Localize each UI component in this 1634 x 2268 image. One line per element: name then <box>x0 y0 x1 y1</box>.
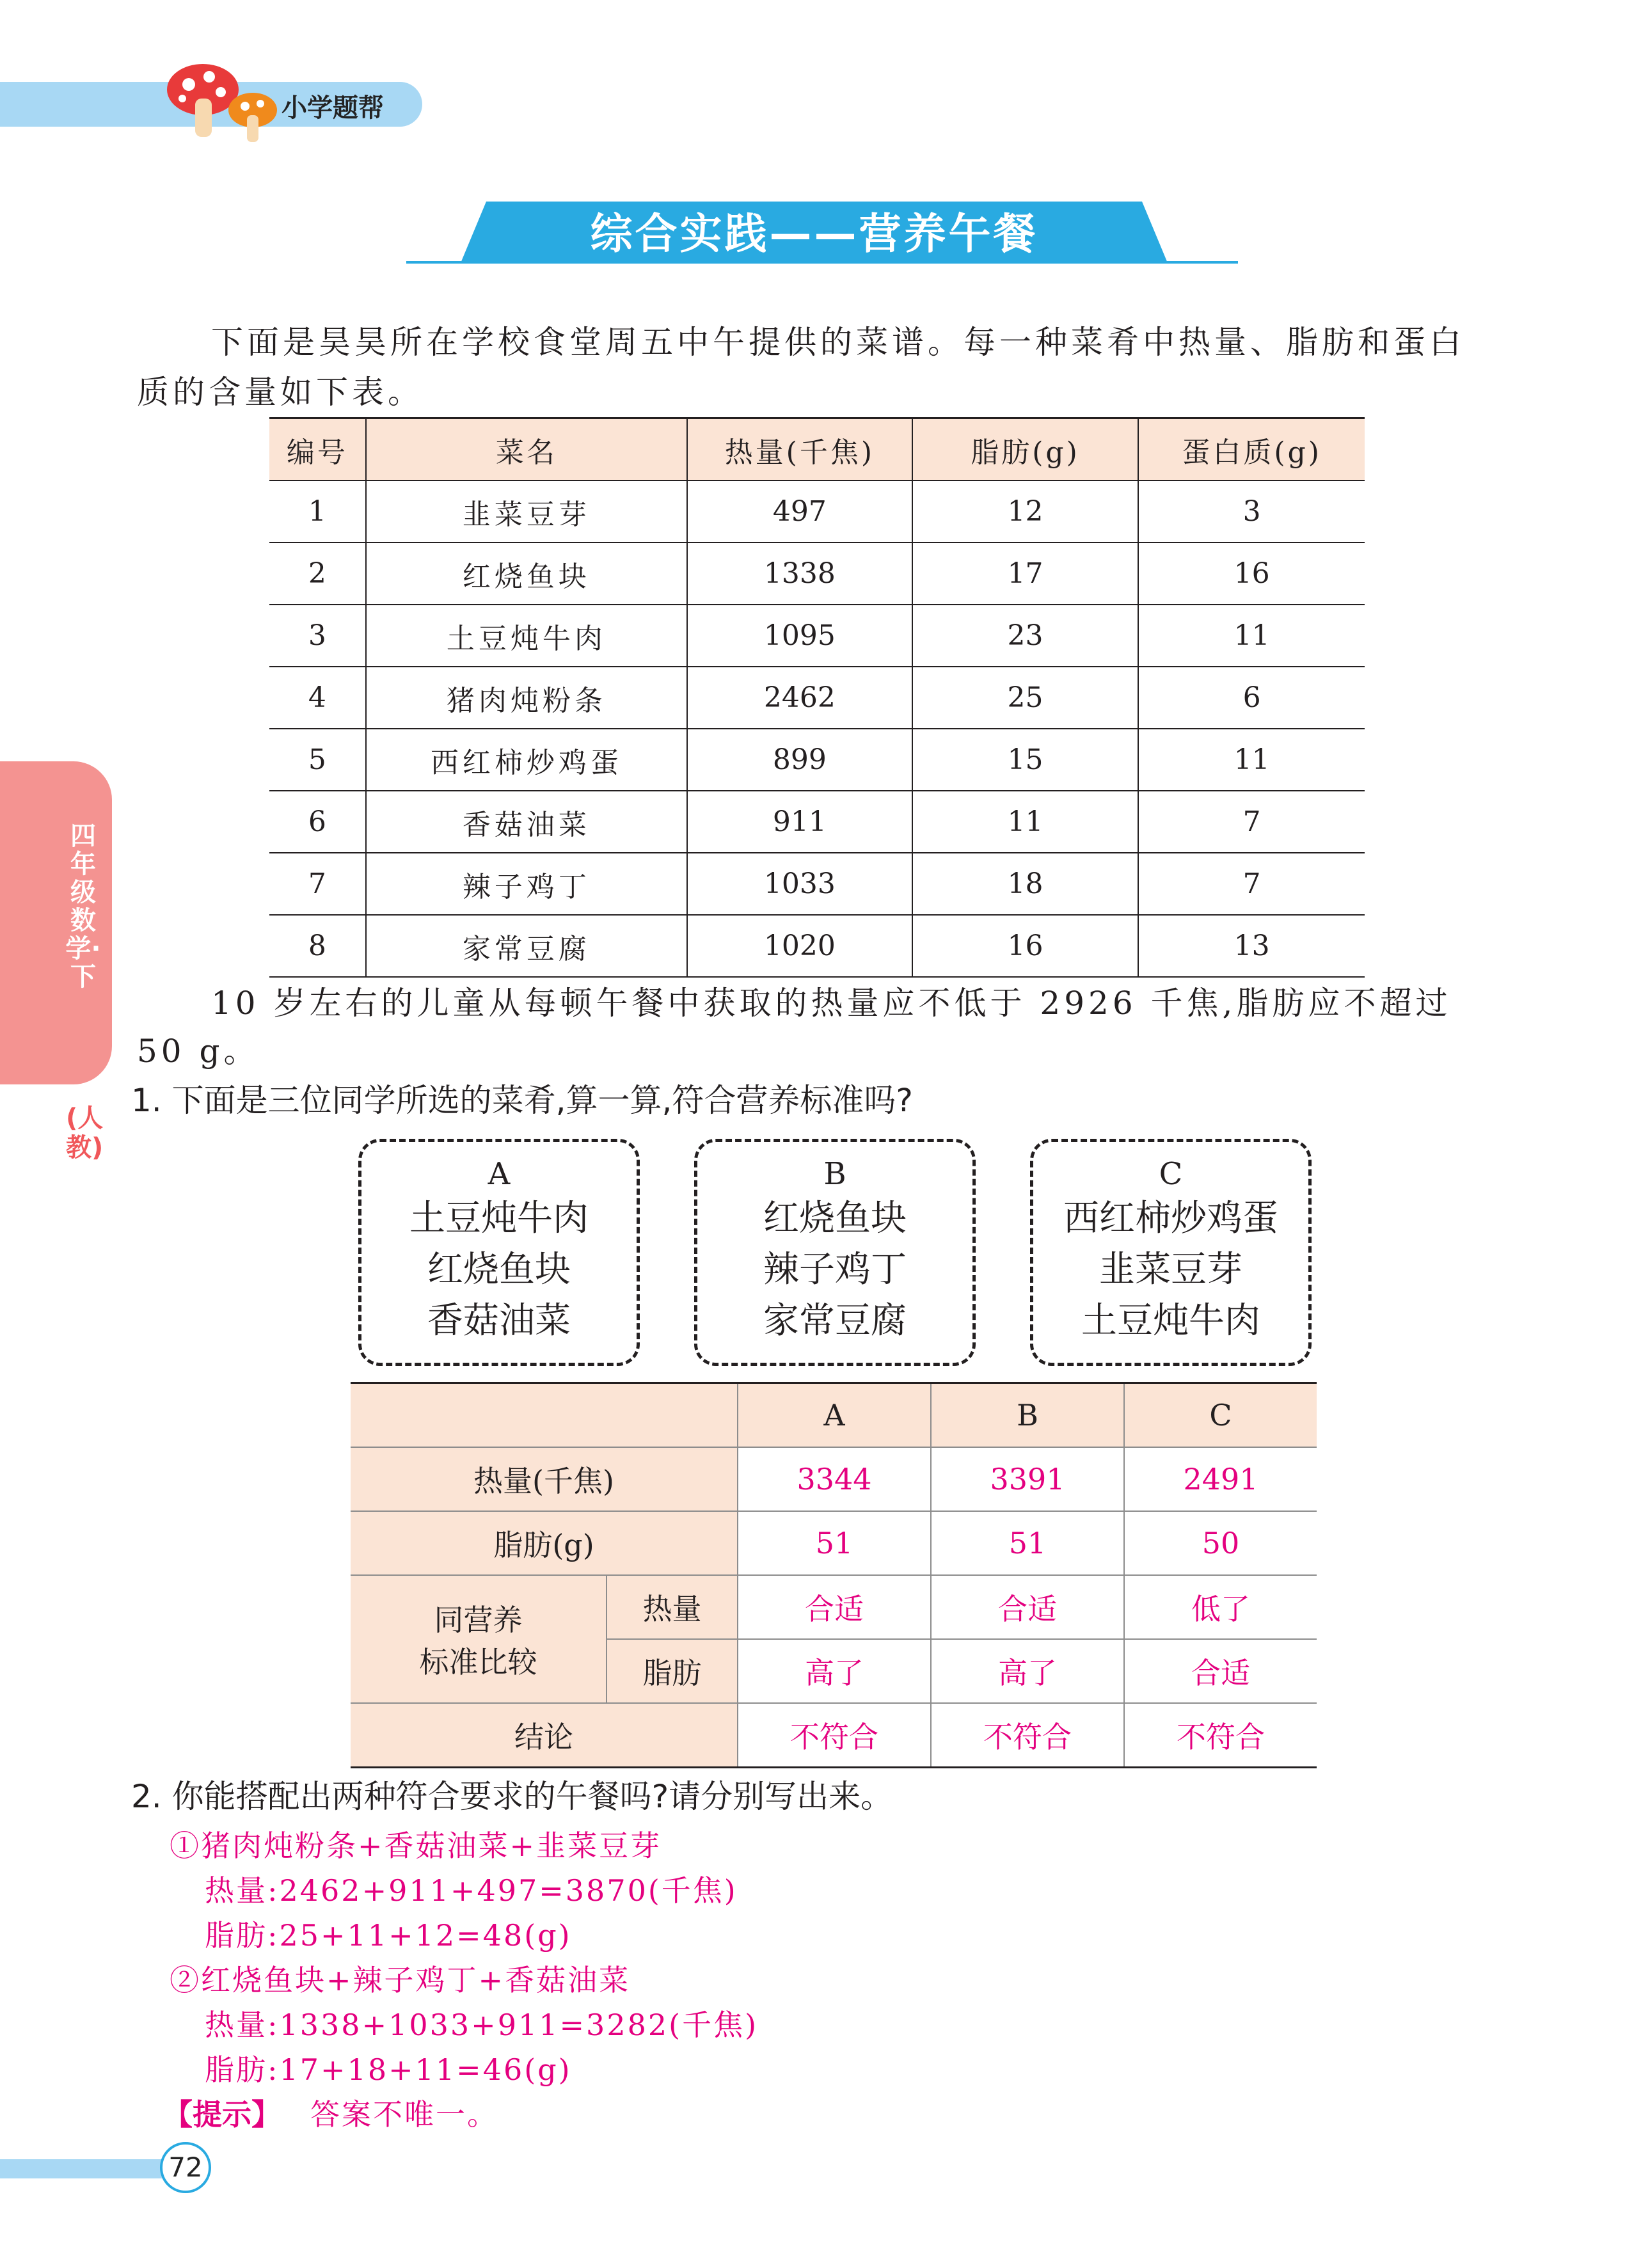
card-dish: 韭菜豆芽 <box>1099 1249 1242 1290</box>
cell-protein: 3 <box>1138 480 1365 543</box>
col-header-b: B <box>931 1383 1124 1448</box>
cell-heat: 911 <box>687 791 912 853</box>
cell-fat: 16 <box>912 915 1139 977</box>
cell-protein: 11 <box>1138 729 1365 791</box>
compare-fat-label: 脂肪 <box>607 1639 738 1703</box>
cell-dish: 西红柿炒鸡蛋 <box>366 729 687 791</box>
table-row <box>269 729 1365 791</box>
menu-table-header <box>269 418 1365 481</box>
cell-heat: 1095 <box>687 605 912 667</box>
compare-heat-label: 热量 <box>607 1575 738 1639</box>
conclusion-row <box>351 1703 1317 1768</box>
cell-dish: 辣子鸡丁 <box>366 853 687 915</box>
cell-protein: 13 <box>1138 915 1365 977</box>
col-header-a: A <box>738 1383 931 1448</box>
card-label: B <box>823 1156 846 1192</box>
compare-heat-a: 合适 <box>738 1575 931 1639</box>
card-dish: 香菇油菜 <box>427 1300 571 1342</box>
col-header-dish: 菜名 <box>366 418 687 481</box>
cell-protein: 7 <box>1138 853 1365 915</box>
table-row <box>269 853 1365 915</box>
cell-id: 7 <box>269 853 366 915</box>
card-label: C <box>1159 1156 1183 1192</box>
cell-protein: 16 <box>1138 543 1365 605</box>
cell-id: 8 <box>269 915 366 977</box>
col-header-heat: 热量(千焦) <box>687 418 912 481</box>
card-dish: 土豆炖牛肉 <box>409 1198 589 1239</box>
compare-label <box>351 1575 607 1703</box>
cell-dish: 红烧鱼块 <box>366 543 687 605</box>
page-number: 72 <box>160 2142 211 2193</box>
cell-heat: 1020 <box>687 915 912 977</box>
cell-id: 3 <box>269 605 366 667</box>
page-number-strip <box>0 2159 186 2178</box>
hint-label: 【提示】 <box>163 2097 281 2132</box>
table-row <box>269 605 1365 667</box>
result-table <box>351 1382 1317 1768</box>
edition-label: (人教) <box>66 1104 104 1162</box>
cell-heat: 1338 <box>687 543 912 605</box>
card-dish: 辣子鸡丁 <box>763 1249 907 1290</box>
cell-fat: 25 <box>912 667 1139 729</box>
table-row <box>269 791 1365 853</box>
conclusion-label: 结论 <box>351 1703 738 1768</box>
heat-value-b: 3391 <box>931 1447 1124 1511</box>
question-1: 1. 下面是三位同学所选的菜肴,算一算,符合营养标准吗? <box>131 1082 913 1119</box>
cell-fat: 17 <box>912 543 1139 605</box>
compare-heat-c: 低了 <box>1124 1575 1317 1639</box>
card-dish: 土豆炖牛肉 <box>1081 1300 1260 1342</box>
answer-line: 脂肪:25+11+12=48(g) <box>205 1918 572 1953</box>
cell-fat: 15 <box>912 729 1139 791</box>
heat-value-c: 2491 <box>1124 1447 1317 1511</box>
heat-value-a: 3344 <box>738 1447 931 1511</box>
cell-fat: 23 <box>912 605 1139 667</box>
fat-label: 脂肪(g) <box>351 1511 738 1575</box>
intro-line-1: 下面是昊昊所在学校食堂周五中午提供的菜谱。每一种菜肴中热量、脂肪和蛋白 <box>211 324 1465 361</box>
cell-id: 5 <box>269 729 366 791</box>
answer-line: 热量:1338+1033+911=3282(千焦) <box>205 2008 759 2042</box>
cell-fat: 12 <box>912 480 1139 543</box>
question-2: 2. 你能搭配出两种符合要求的午餐吗?请分别写出来。 <box>131 1778 893 1815</box>
col-header-fat: 脂肪(g) <box>912 418 1139 481</box>
col-header-id: 编号 <box>269 418 366 481</box>
page-title: 综合实践——营养午餐 <box>590 209 1038 258</box>
col-header-protein: 蛋白质(g) <box>1138 418 1365 481</box>
cell-id: 6 <box>269 791 366 853</box>
fat-value-a: 51 <box>738 1511 931 1575</box>
card-dish: 西红柿炒鸡蛋 <box>1063 1198 1278 1239</box>
table-row <box>269 480 1365 543</box>
cell-heat: 497 <box>687 480 912 543</box>
compare-fat-a: 高了 <box>738 1639 931 1703</box>
cell-id: 4 <box>269 667 366 729</box>
card-dish: 红烧鱼块 <box>763 1198 907 1239</box>
compare-heat-row <box>351 1575 1317 1639</box>
intro-line-2: 质的含量如下表。 <box>137 374 424 411</box>
compare-fat-c: 合适 <box>1124 1639 1317 1703</box>
cell-dish: 土豆炖牛肉 <box>366 605 687 667</box>
conclusion-a: 不符合 <box>738 1703 931 1768</box>
cell-heat: 899 <box>687 729 912 791</box>
cell-id: 1 <box>269 480 366 543</box>
table-row <box>269 667 1365 729</box>
cell-protein: 7 <box>1138 791 1365 853</box>
compare-fat-b: 高了 <box>931 1639 1124 1703</box>
heat-label: 热量(千焦) <box>351 1447 738 1511</box>
cell-dish: 猪肉炖粉条 <box>366 667 687 729</box>
answer-line: ②红烧鱼块+辣子鸡丁+香菇油菜 <box>170 1963 631 1997</box>
fat-row <box>351 1511 1317 1575</box>
grade-label: 四年级数学·下 <box>65 821 101 992</box>
standard-line-2: 50 g。 <box>137 1033 260 1070</box>
cell-id: 2 <box>269 543 366 605</box>
cell-heat: 2462 <box>687 667 912 729</box>
cell-heat: 1033 <box>687 853 912 915</box>
fat-value-b: 51 <box>931 1511 1124 1575</box>
card-dish: 红烧鱼块 <box>427 1249 571 1290</box>
cell-fat: 18 <box>912 853 1139 915</box>
conclusion-c: 不符合 <box>1124 1703 1317 1768</box>
choice-card-b <box>694 1139 976 1366</box>
cell-protein: 11 <box>1138 605 1365 667</box>
cell-protein: 6 <box>1138 667 1365 729</box>
table-row <box>269 915 1365 977</box>
col-header-c: C <box>1124 1383 1317 1448</box>
compare-label-line-1: 同营养 <box>434 1603 523 1637</box>
choice-card-c <box>1030 1139 1312 1366</box>
heat-row <box>351 1447 1317 1511</box>
cell-fat: 11 <box>912 791 1139 853</box>
hint-text: 答案不唯一。 <box>310 2097 498 2132</box>
card-dish: 家常豆腐 <box>763 1300 907 1342</box>
corner-cell <box>351 1383 738 1448</box>
series-name: 小学题帮 <box>282 93 384 123</box>
answer-line: 脂肪:17+18+11=46(g) <box>205 2052 572 2087</box>
table-row <box>269 543 1365 605</box>
compare-label-line-2: 标准比较 <box>419 1645 537 1679</box>
mushroom-logo-icon <box>163 59 285 148</box>
standard-line-1: 10 岁左右的儿童从每顿午餐中获取的热量应不低于 2926 千焦,脂肪应不超过 <box>211 985 1452 1022</box>
card-label: A <box>488 1156 511 1192</box>
fat-value-c: 50 <box>1124 1511 1317 1575</box>
cell-dish: 香菇油菜 <box>366 791 687 853</box>
conclusion-b: 不符合 <box>931 1703 1124 1768</box>
cell-dish: 家常豆腐 <box>366 915 687 977</box>
cell-dish: 韭菜豆芽 <box>366 480 687 543</box>
compare-heat-b: 合适 <box>931 1575 1124 1639</box>
result-header-row <box>351 1383 1317 1448</box>
menu-table <box>269 417 1365 978</box>
choice-card-a <box>358 1139 640 1366</box>
answer-line: 热量:2462+911+497=3870(千焦) <box>205 1873 738 1908</box>
answer-line: ①猪肉炖粉条+香菇油菜+韭菜豆芽 <box>170 1828 662 1863</box>
